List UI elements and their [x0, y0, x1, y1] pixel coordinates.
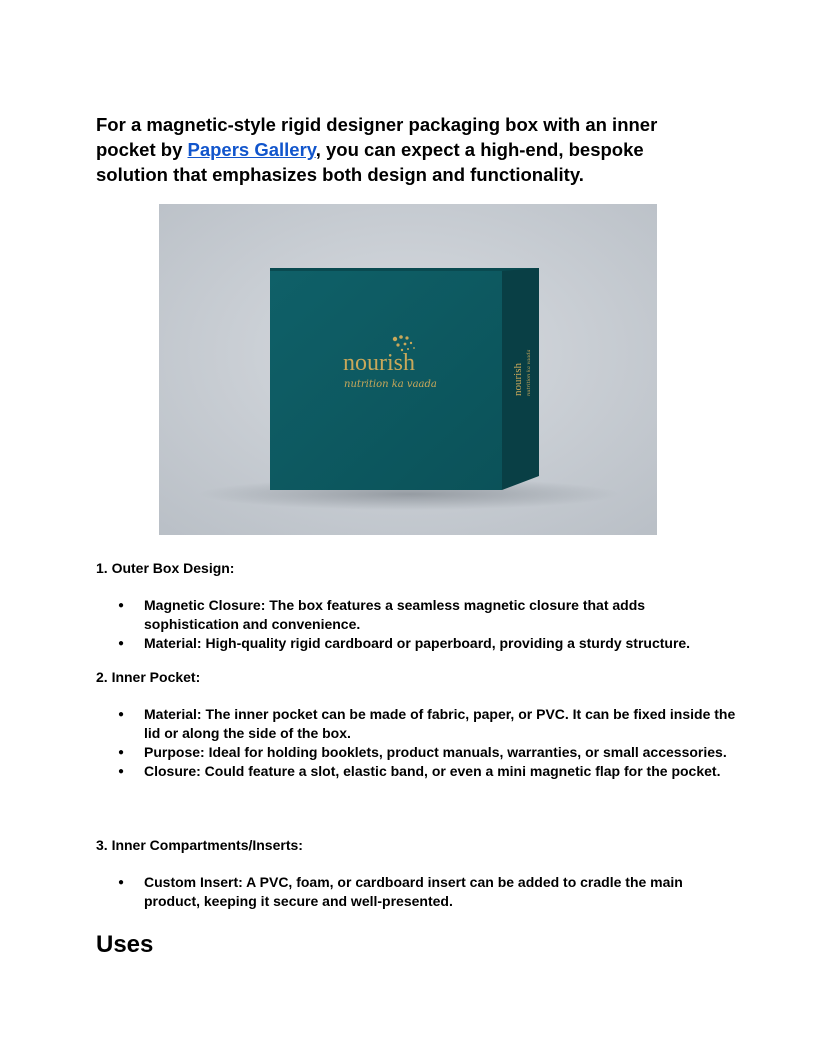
uses-heading: Uses [96, 931, 154, 958]
intro-paragraph [96, 112, 696, 187]
list-item: ● Magnetic Closure: The box features a seamless magnetic closure that adds sophistication and convenience. [96, 596, 736, 634]
svg-text:nutrition ka vaada: nutrition ka vaada [526, 349, 532, 396]
list-item: ● Custom Insert: A PVC, foam, or cardboard insert can be added to cradle the main product, keeping it secure and well-presented. [96, 873, 736, 911]
section-heading-inserts: 3. Inner Compartments/Inserts: [96, 837, 303, 853]
svg-text:nutrition ka vaada: nutrition ka vaada [344, 379, 437, 390]
svg-text:nourish: nourish [343, 350, 415, 376]
section-heading-inner-pocket: 2. Inner Pocket: [96, 669, 201, 685]
list-item: ● Material: High-quality rigid cardboard or paperboard, providing a sturdy structure. [96, 634, 736, 653]
list-item: ● Purpose: Ideal for holding booklets, product manuals, warranties, or small accessories. [96, 743, 736, 762]
intro-text-end: , you can expect a high-end, bespoke solution that emphasizes both design and functionality. [96, 139, 644, 185]
section-heading-outer-box: 1. Outer Box Design: [96, 560, 235, 576]
inserts-list [96, 873, 736, 911]
intro-text-start: For a magnetic-style rigid designer packaging box with an inner pocket by [96, 114, 658, 160]
svg-text:nourish: nourish [512, 363, 524, 396]
product-photo [159, 204, 657, 535]
list-item: ● Closure: Could feature a slot, elastic band, or even a mini magnetic flap for the pocket. [96, 762, 736, 781]
inner-pocket-list [96, 705, 736, 781]
papers-gallery-link[interactable]: Papers Gallery [187, 139, 316, 160]
outer-box-list [96, 596, 736, 653]
list-item: ● Material: The inner pocket can be made of fabric, paper, or PVC. It can be fixed inside the lid or along the side of the box. [96, 705, 736, 743]
